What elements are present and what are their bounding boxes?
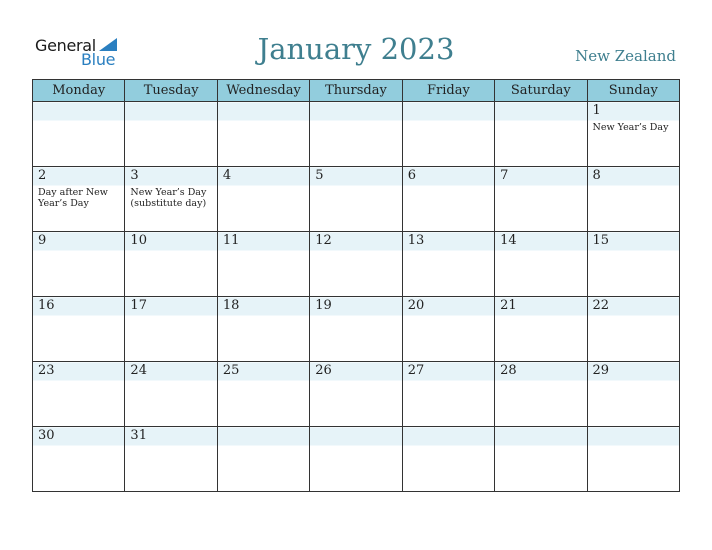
day-number — [218, 427, 309, 445]
holiday-label — [218, 445, 309, 447]
weekday-header: Sunday — [587, 80, 679, 102]
day-number: 30 — [38, 428, 55, 443]
holiday-label — [588, 250, 679, 252]
day-cell — [495, 167, 587, 232]
holiday-label — [310, 120, 401, 122]
holiday-label — [403, 250, 494, 252]
day-number: 14 — [500, 233, 517, 248]
day-number: 3 — [130, 168, 139, 183]
holiday-label — [403, 445, 494, 447]
holiday-label — [125, 380, 216, 382]
holiday-label — [403, 185, 494, 187]
day-number: 20 — [407, 298, 425, 313]
day-cell — [217, 102, 309, 167]
day-number — [403, 102, 494, 120]
day-cell — [33, 232, 125, 297]
day-number: 5 — [315, 168, 324, 183]
day-number: 25 — [222, 363, 240, 378]
day-number: 13 — [407, 233, 425, 248]
day-cell — [587, 232, 679, 297]
day-number: 24 — [130, 363, 147, 378]
holiday-label — [310, 380, 401, 382]
day-cell — [310, 167, 402, 232]
day-cell — [125, 297, 217, 362]
holiday-label — [495, 185, 586, 187]
day-number: 9 — [38, 233, 47, 248]
holiday-label — [310, 445, 401, 447]
day-cell — [310, 362, 402, 427]
holiday-label — [310, 250, 401, 252]
day-number: 27 — [407, 363, 425, 378]
day-cell — [495, 297, 587, 362]
day-cell — [402, 102, 494, 167]
day-number: 18 — [222, 298, 240, 313]
day-cell — [495, 362, 587, 427]
day-cell — [217, 232, 309, 297]
holiday-label: New Year’s Day (substitute day) — [130, 187, 207, 209]
holiday-label — [33, 250, 124, 252]
week-row — [33, 167, 680, 232]
holiday-label — [33, 445, 124, 447]
week-row — [33, 362, 680, 427]
day-number: 31 — [130, 428, 147, 443]
day-number: 19 — [315, 298, 332, 313]
day-number: 2 — [38, 168, 47, 183]
calendar-grid — [32, 79, 680, 492]
day-cell — [217, 167, 309, 232]
holiday-label — [588, 380, 679, 382]
day-number: 15 — [592, 233, 610, 248]
day-number — [33, 102, 124, 120]
day-cell — [217, 427, 309, 492]
day-number: 23 — [38, 363, 55, 378]
day-number — [403, 427, 494, 445]
holiday-label — [125, 445, 216, 447]
day-cell — [310, 232, 402, 297]
calendar-body — [33, 102, 680, 492]
day-number: 29 — [592, 363, 610, 378]
day-cell — [587, 167, 679, 232]
holiday-label — [218, 380, 309, 382]
day-number: 11 — [222, 233, 240, 248]
holiday-label — [218, 120, 309, 122]
day-number — [310, 102, 401, 120]
weekday-header: Saturday — [495, 80, 587, 102]
day-number: 1 — [592, 103, 601, 118]
holiday-label — [310, 185, 401, 187]
day-number — [495, 102, 586, 120]
day-cell — [495, 232, 587, 297]
weekday-header: Thursday — [310, 80, 402, 102]
day-cell — [217, 297, 309, 362]
day-cell — [217, 362, 309, 427]
holiday-label — [218, 185, 309, 187]
day-cell — [587, 362, 679, 427]
week-row — [33, 297, 680, 362]
holiday-label — [125, 250, 216, 252]
day-number — [495, 427, 586, 445]
day-cell — [495, 427, 587, 492]
week-row — [33, 427, 680, 492]
weekday-header: Monday — [33, 80, 125, 102]
day-cell — [587, 102, 679, 167]
day-number — [125, 102, 216, 120]
day-cell — [33, 102, 125, 167]
day-cell — [310, 102, 402, 167]
day-number: 17 — [130, 298, 147, 313]
holiday-label — [33, 380, 124, 382]
day-cell — [587, 427, 679, 492]
day-number: 21 — [500, 298, 517, 313]
day-number — [310, 427, 401, 445]
holiday-label — [588, 445, 679, 447]
calendar-title: January 2023 — [257, 32, 455, 66]
week-row — [33, 232, 680, 297]
weekday-header-row — [33, 80, 680, 102]
day-cell — [402, 167, 494, 232]
day-cell — [125, 102, 217, 167]
weekday-header: Tuesday — [125, 80, 217, 102]
day-number: 16 — [38, 298, 55, 313]
day-number: 7 — [500, 168, 509, 183]
holiday-label — [588, 315, 679, 317]
day-cell — [402, 232, 494, 297]
day-cell — [33, 362, 125, 427]
holiday-label — [218, 250, 309, 252]
holiday-label — [588, 185, 679, 187]
week-row — [33, 102, 680, 167]
day-cell — [125, 232, 217, 297]
day-cell — [125, 362, 217, 427]
day-number — [588, 427, 679, 445]
day-number: 26 — [315, 363, 332, 378]
day-number: 12 — [315, 233, 332, 248]
weekday-header: Friday — [402, 80, 494, 102]
holiday-label — [218, 315, 309, 317]
day-cell — [125, 167, 217, 232]
day-cell — [495, 102, 587, 167]
holiday-label — [495, 445, 586, 447]
day-number: 8 — [592, 168, 601, 183]
day-cell — [310, 297, 402, 362]
day-cell — [402, 297, 494, 362]
holiday-label — [403, 380, 494, 382]
day-cell — [125, 427, 217, 492]
day-number: 4 — [222, 168, 232, 183]
holiday-label — [403, 315, 494, 317]
holiday-label — [125, 120, 216, 122]
holiday-label — [495, 315, 586, 317]
day-number: 22 — [592, 298, 610, 313]
holiday-label — [495, 380, 586, 382]
holiday-label — [495, 120, 586, 122]
day-number: 6 — [407, 168, 416, 183]
day-cell — [33, 427, 125, 492]
country-label: New Zealand — [575, 47, 676, 65]
holiday-label — [33, 315, 124, 317]
day-number — [218, 102, 309, 120]
holiday-label — [33, 120, 124, 122]
weekday-header: Wednesday — [217, 80, 309, 102]
logo-text-general: General — [35, 36, 96, 55]
day-cell — [33, 167, 125, 232]
day-cell — [310, 427, 402, 492]
day-cell — [33, 297, 125, 362]
day-cell — [402, 427, 494, 492]
day-number: 10 — [130, 233, 147, 248]
holiday-label — [310, 315, 401, 317]
day-number: 28 — [500, 363, 517, 378]
logo-text-blue: Blue — [81, 50, 116, 69]
holiday-label: Day after New Year’s Day — [38, 187, 108, 209]
holiday-label — [495, 250, 586, 252]
day-cell — [402, 362, 494, 427]
day-cell — [587, 297, 679, 362]
holiday-label — [125, 315, 216, 317]
holiday-label: New Year’s Day — [592, 122, 669, 133]
holiday-label — [403, 120, 494, 122]
